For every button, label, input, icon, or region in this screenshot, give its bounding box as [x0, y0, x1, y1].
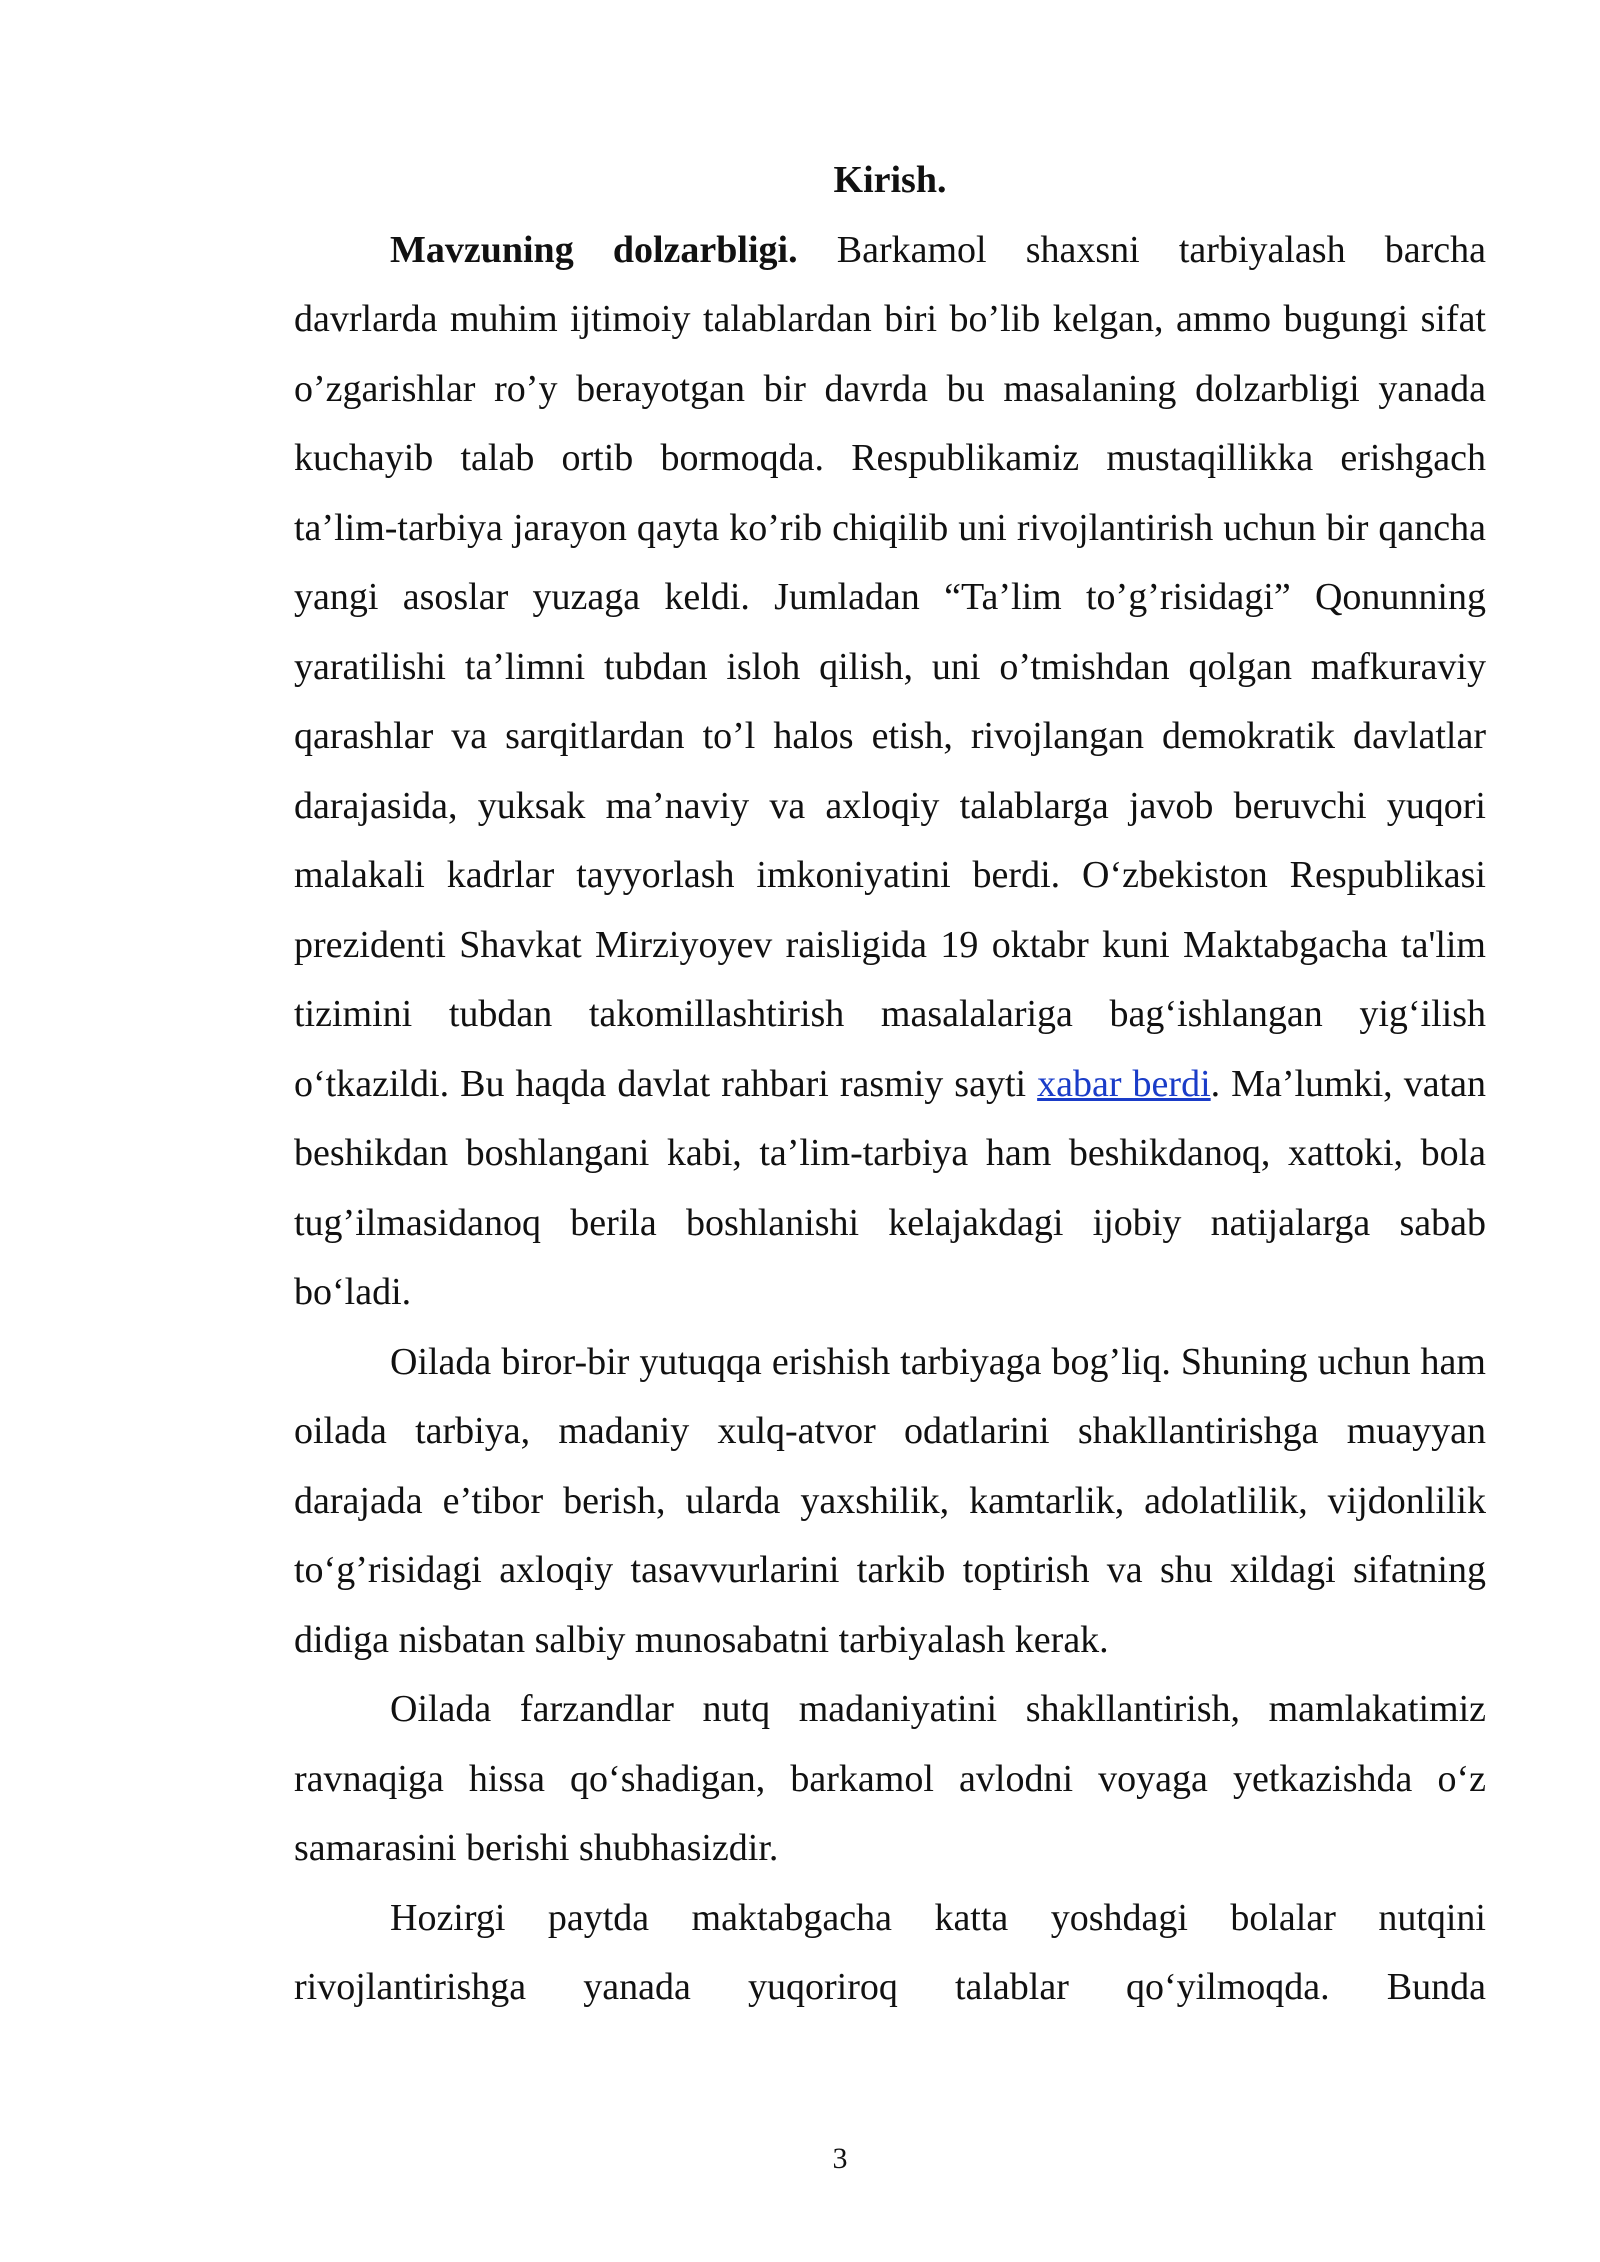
page-number: 3 [832, 2142, 848, 2175]
paragraph-text: . Ma’lumki, vatan beshikdan boshlangani kabi, ta’lim-tarbiya ham beshikdanoq, xattoki, bola tug’ilmasidanoq berila boshlanishi kelajakdagi ijobiy natijalarga sabab bo‘ladi. [294, 1062, 1486, 1313]
paragraph-lead: Mavzuning dolzarbligi. [390, 228, 798, 271]
news-link[interactable]: xabar berdi [1037, 1062, 1211, 1105]
paragraph-current-requirements: Hozirgi paytda maktabgacha katta yoshdagi bolalar nutqini rivojlantirishga yanada yuqoriroq talablar qo‘yilmoqda. Bunda [294, 1896, 1486, 2008]
paragraph-family-upbringing: Oilada biror-bir yutuqqa erishish tarbiyaga bog’liq. Shuning uchun ham oilada tarbiya, madaniy xulq-atvor odatlarini shakllantirishga muayyan darajada e’tibor berish, ularda yaxshilik, kamtarlik, adolatlilik, vijdonlilik to‘g’risidagi axloqiy tasavvurlarini tarkib toptirish va shu xildagi sifatning didiga nisbatan salbiy munosabatni tarbiyalash kerak. [294, 1340, 1486, 1661]
paragraph-speech-culture: Oilada farzandlar nutq madaniyatini shakllantirish, mamlakatimiz ravnaqiga hissa qo‘shadigan, barkamol avlodni voyaga yetkazishda o‘z samarasini berishi shubhasizdir. [294, 1688, 1486, 1869]
page-title: Kirish. [833, 159, 947, 201]
paragraph-relevance [294, 216, 1486, 1328]
page-content [294, 146, 1486, 2023]
paragraph-text: Barkamol shaxsni tarbiyalash barcha davrlarda muhim ijtimoiy talablardan biri bo’lib kelgan, ammo bugungi sifat o’zgarishlar ro’y berayotgan bir davrda bu masalaning dolzarbligi yanada kuchayib talab ortib bormoqda. Respublikamiz mustaqillikka erishgach ta’lim-tarbiya jarayon qayta ko’rib chiqilib uni rivojlantirish uchun bir qancha yangi asoslar yuzaga keldi. Jumladan “Ta’lim to’g’risidagi” Qonunning yaratilishi ta’limni tubdan isloh qilish, uni o’tmishdan qolgan mafkuraviy qarashlar va sarqitlardan to’l halos etish, rivojlangan demokratik davlatlar darajasida, yuksak ma’naviy va axloqiy talablarga javob beruvchi yuqori malakali kadrlar tayyorlash imkoniyatini berdi. O‘zbekiston Respublikasi prezidenti Shavkat Mirziyoyev raisligida 19 oktabr kuni Maktabgacha ta'lim tizimini tubdan takomillashtirish masalalariga bag‘ishlangan yig‘ilish o‘tkazildi. Bu haqda davlat rahbari rasmiy sayti [294, 228, 1486, 1105]
